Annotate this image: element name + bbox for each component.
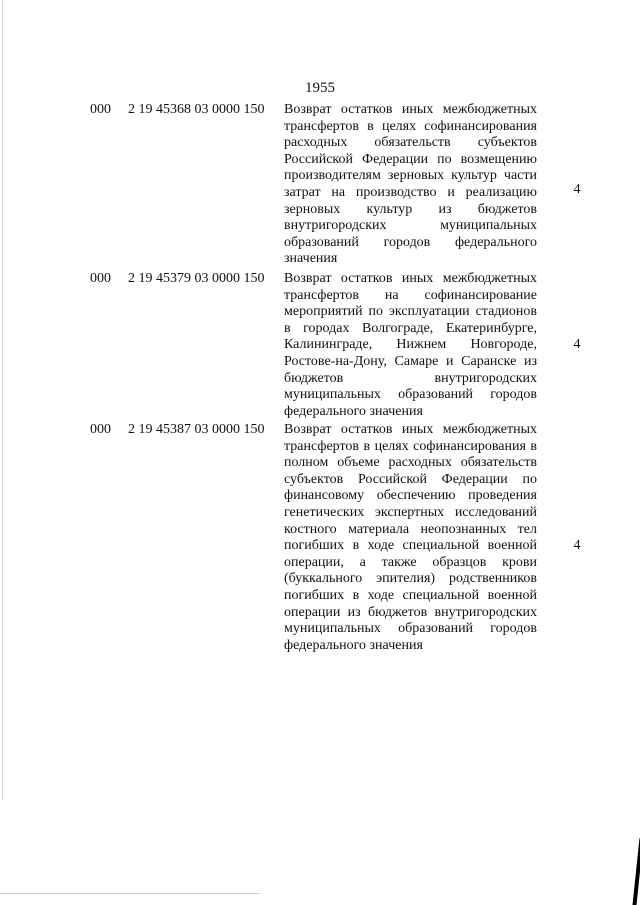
page-number: 1955 [305, 80, 335, 96]
income-description: Возврат остатков иных межбюджетных трансфертов на софинансирование мероприятий по эксплуатации стадионов в городах Волгограде, Екатеринбурге, Калининграде, Нижнем Новгороде, Ростове-на-Дону, Самаре и Саранске из бюджетов внутригородских муниципальных образований городов федерального значения [284, 271, 537, 419]
income-description: Возврат остатков иных межбюджетных трансфертов в целях софинансирования расходных обязательств субъектов Российской Федерации по возмещению производителям зерновых культур части затрат на производство и реализацию зерновых культур из бюджетов внутригородских муниципальных образований городов федерального значения [284, 102, 537, 267]
amount-value: 4 [573, 538, 581, 553]
admin-code: 000 [90, 271, 111, 286]
admin-code: 000 [90, 422, 111, 437]
budget-classification-code: 2 19 45379 03 0000 150 [128, 271, 265, 286]
bottom-divider [0, 893, 260, 894]
scan-left-edge [2, 0, 3, 800]
amount-value: 4 [573, 182, 581, 197]
budget-classification-code: 2 19 45368 03 0000 150 [128, 102, 265, 117]
scan-edge-mark [632, 838, 640, 905]
admin-code: 000 [90, 102, 111, 117]
budget-classification-code: 2 19 45387 03 0000 150 [128, 422, 265, 437]
amount-value: 4 [573, 337, 581, 352]
income-description: Возврат остатков иных межбюджетных трансфертов в целях софинансирования в полном объеме расходных обязательств субъектов Российской Федерации по финансовому обеспечению проведения генетических экспертных исследований костного материала неопознанных тел погибших в ходе специальной военной операции, а также образцов крови (буккального эпителия) родственников погибших в ходе специальной военной операции из бюджетов внутригородских муниципальных образований городов федерального значения [284, 422, 537, 653]
